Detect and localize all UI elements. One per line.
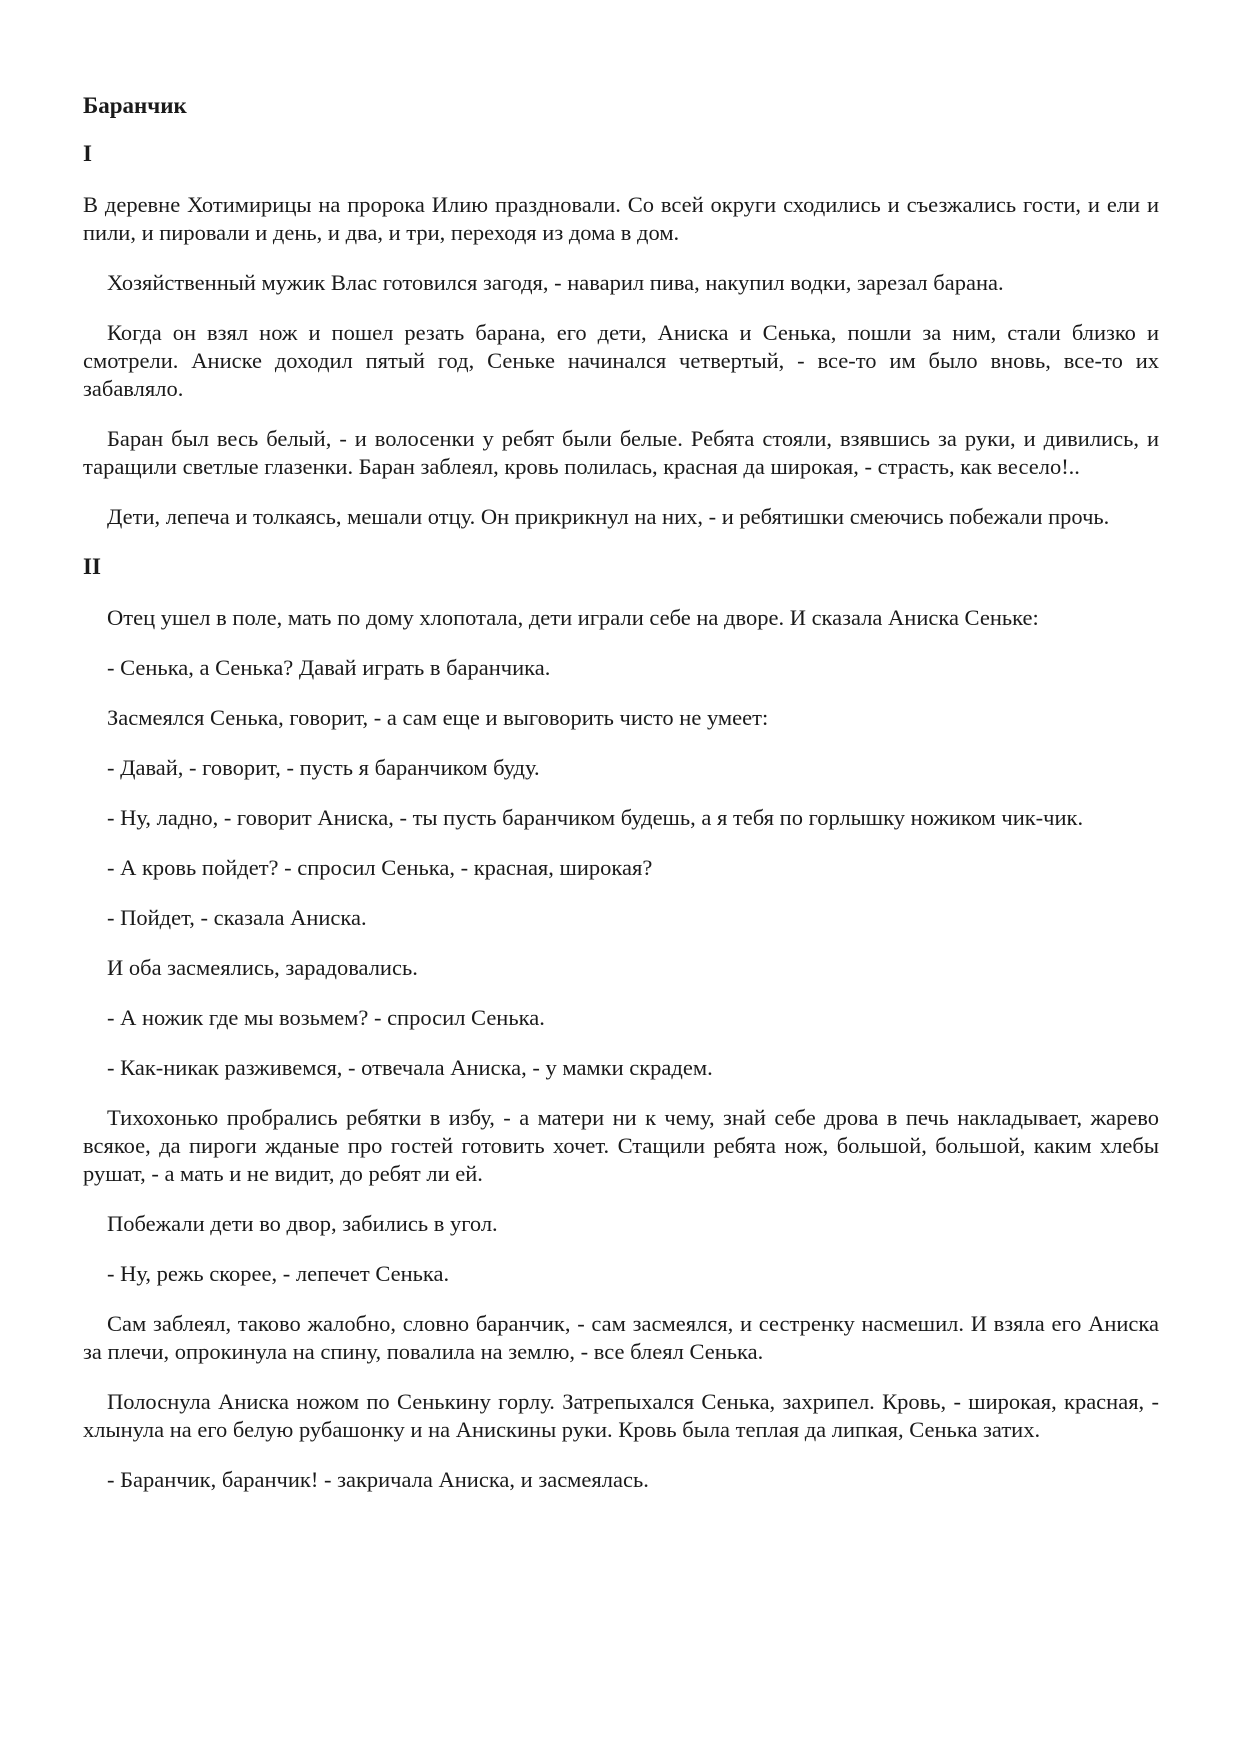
paragraph: Отец ушел в поле, мать по дому хлопотала, дети играли себе на дворе. И сказала Аниска Сеньке: xyxy=(107,605,1039,630)
paragraph: Хозяйственный мужик Влас готовился загодя, - наварил пива, накупил водки, зарезал барана. xyxy=(107,270,1004,295)
section-heading-2: II xyxy=(83,554,101,579)
document-title: Баранчик xyxy=(83,93,187,118)
paragraph: - А кровь пойдет? - спросил Сенька, - красная, широкая? xyxy=(107,855,653,880)
paragraph: - Баранчик, баранчик! - закричала Аниска, и засмеялась. xyxy=(107,1467,649,1492)
paragraph: - Как-никак разживемся, - отвечала Аниска, - у мамки скрадем. xyxy=(107,1055,713,1080)
section-heading-1: I xyxy=(83,141,92,166)
paragraph: Засмеялся Сенька, говорит, - а сам еще и выговорить чисто не умеет: xyxy=(107,705,769,730)
paragraph: - Ну, режь скорее, - лепечет Сенька. xyxy=(107,1261,450,1286)
paragraph: Когда он взял нож и пошел резать барана, его дети, Аниска и Сенька, пошли за ним, стали близко и смотрели. Аниске доходил пятый год, Сеньке начинался четвертый, - все-то им было вновь, все-то их забавляло. xyxy=(83,320,1159,401)
paragraph: - А ножик где мы возьмем? - спросил Сенька. xyxy=(107,1005,545,1030)
paragraph: Дети, лепеча и толкаясь, мешали отцу. Он прикрикнул на них, - и ребятишки смеючись побежали прочь. xyxy=(107,504,1110,529)
paragraph: - Ну, ладно, - говорит Аниска, - ты пусть баранчиком будешь, а я тебя по горлышку ножиком чик-чик. xyxy=(107,805,1084,830)
paragraph: В деревне Хотимирицы на пророка Илию праздновали. Со всей округи сходились и съезжались гости, и ели и пили, и пировали и день, и два, и три, переходя из дома в дом. xyxy=(83,192,1159,245)
paragraph: И оба засмеялись, зарадовались. xyxy=(107,955,418,980)
document-page xyxy=(83,92,1159,1516)
paragraph: Тихохонько пробрались ребятки в избу, - а матери ни к чему, знай себе дрова в печь накладывает, жарево всякое, да пироги жданые про гостей готовить хочет. Стащили ребята нож, большой, большой, каким хлебы рушат, - а мать и не видит, до ребят ли ей. xyxy=(83,1105,1159,1186)
paragraph: - Сенька, а Сенька? Давай играть в баранчика. xyxy=(107,655,551,680)
paragraph: Полоснула Аниска ножом по Сенькину горлу. Затрепыхался Сенька, захрипел. Кровь, - широкая, красная, - хлынула на его белую рубашонку и на Анискины руки. Кровь была теплая да липкая, Сенька затих. xyxy=(83,1389,1159,1442)
paragraph: - Давай, - говорит, - пусть я баранчиком буду. xyxy=(107,755,540,780)
paragraph: Сам заблеял, таково жалобно, словно баранчик, - сам засмеялся, и сестренку насмешил. И взяла его Аниска за плечи, опрокинула на спину, повалила на землю, - все блеял Сенька. xyxy=(83,1311,1159,1364)
paragraph: - Пойдет, - сказала Аниска. xyxy=(107,905,367,930)
paragraph: Баран был весь белый, - и волосенки у ребят были белые. Ребята стояли, взявшись за руки, и дивились, и таращили светлые глазенки. Баран заблеял, кровь полилась, красная да широкая, - страсть, как весело!.. xyxy=(83,426,1159,479)
paragraph: Побежали дети во двор, забились в угол. xyxy=(107,1211,498,1236)
